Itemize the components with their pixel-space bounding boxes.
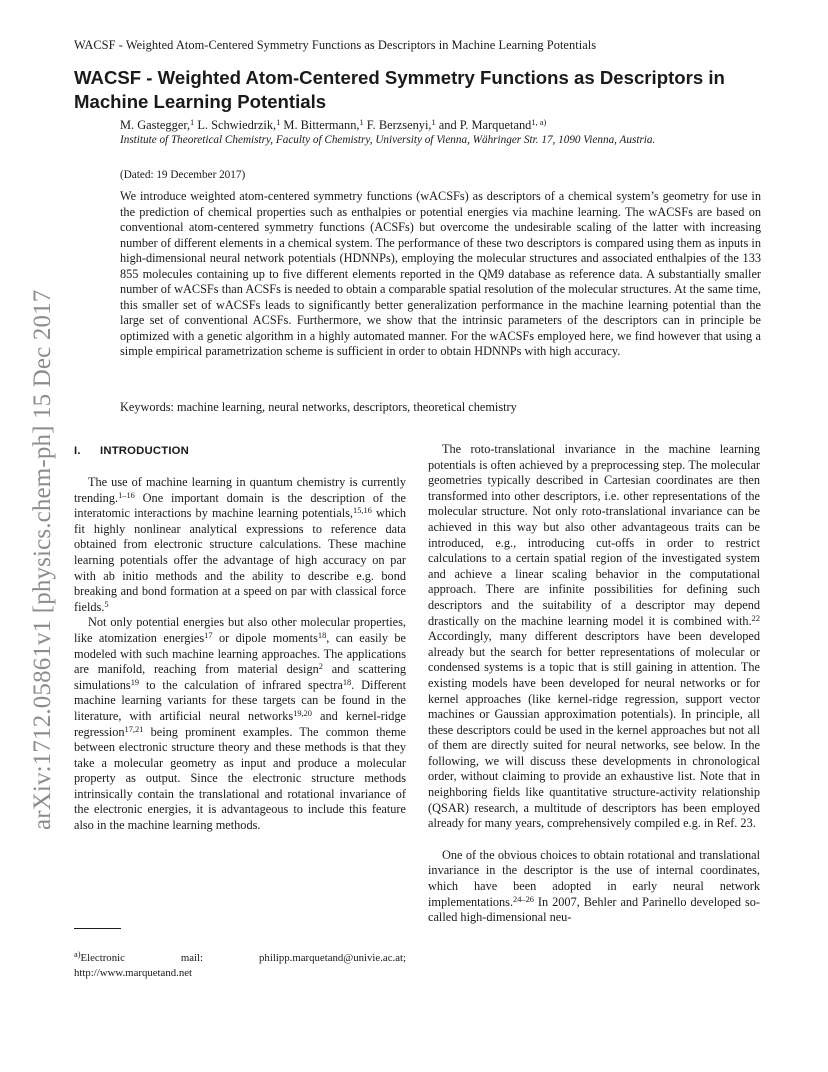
body-text: In 2007, Behler and Parinello developed so-called high-dimensional neu- bbox=[428, 894, 760, 925]
citation[interactable]: 22 bbox=[751, 613, 760, 623]
body-text: to the calculation of infrared spectra bbox=[139, 677, 343, 692]
citation[interactable]: 17 bbox=[204, 630, 213, 640]
author-list bbox=[120, 117, 546, 133]
affiliation: Institute of Theoretical Chemistry, Faculty of Chemistry, University of Vienna, Währinger Str. 17, 1090 Vienna, Austria. bbox=[120, 134, 656, 146]
paragraph bbox=[74, 615, 406, 833]
body-text: One of the obvious choices to obtain rotational and translational invariance in the descriptor is the use of internal coordinates, which have been adopted in early neural network implementations. bbox=[428, 847, 760, 909]
citation[interactable]: 18 bbox=[342, 677, 352, 687]
author-name: M. Bittermann, bbox=[280, 118, 360, 132]
left-column bbox=[74, 475, 406, 834]
body-text: , can easily be modeled with such machine learning approaches. The applications are manifold, reaching from material design bbox=[74, 630, 407, 677]
footnote-mail-label: mail: bbox=[180, 952, 204, 964]
keywords: Keywords: machine learning, neural networks, descriptors, theoretical chemistry bbox=[120, 400, 517, 414]
abstract: We introduce weighted atom-centered symmetry functions (wACSFs) as descriptors of a chemical system’s geometry for use in the prediction of chemical properties such as enthalpies or potential energies via machine learning. The wACSFs are based on conventional atom-centered symmetry functions (ACSFs) but overcome the undesirable scaling of the latter with increasing number of different elements in a chemical system. The performance of these two descriptors is compared using them as inputs in high-dimensional neural network potentials (HDNNPs), employing the molecular structures and associated enthalpies of the 133 855 molecules containing up to five different elements reported in the QM9 database as reference data. A substantially smaller number of wACSFs than ACSFs is needed to obtain a comparable spatial resolution of the molecular structures. At the same time, this smaller set of wACSFs leads to significantly better generalization performance in the machine learning potential than the large set of conventional ACSFs. Furthermore, we show that the intrinsic parameters of the descriptors can in principle be optimized with a genetic algorithm in a highly automated manner. For the wACSFs employed here, we find however that using a simple empirical parametrization scheme is sufficient in order to obtain HDNNPs with high accuracy. bbox=[120, 189, 761, 359]
author-name: L. Schwiedrzik, bbox=[194, 118, 277, 132]
right-column bbox=[428, 442, 760, 926]
citation[interactable]: 5 bbox=[104, 599, 109, 609]
affiliation-mark: 1 bbox=[359, 118, 364, 127]
citation[interactable]: 15,16 bbox=[353, 506, 372, 516]
affiliation-mark: 1, a) bbox=[531, 118, 547, 127]
body-text: . Different machine learning variants for these targets can be found in the literature, with artificial neural networks bbox=[74, 677, 406, 723]
body-text: One important domain is the description of the interatomic interactions by machine learning potentials, bbox=[74, 490, 406, 521]
citation[interactable]: 1–16 bbox=[118, 490, 135, 500]
citation[interactable]: 17,21 bbox=[124, 724, 144, 734]
body-text: and scattering simulations bbox=[74, 662, 406, 692]
body-text: which fit highly nonlinear analytical expressions to reference data obtained from electronic structure calculations. These machine learning potentials offer the advantage of high accuracy on par with ab initio methods and the ability to describe e.g. bond breaking and bond formation at a speed on par with classical force fields. bbox=[74, 506, 406, 614]
body-text: Not only potential energies but also other molecular properties, like atomization energies bbox=[74, 615, 406, 645]
section-heading bbox=[74, 444, 189, 458]
date-line: (Dated: 19 December 2017) bbox=[120, 169, 246, 181]
body-text: Accordingly, many different descriptors have been developed already but the search for better representations of molecular or condensed systems is a topic that is still gaining in attention. The existing models have been developed for neural networks or for kernel approaches (like kernel-ridge regression, support vector machines or Gaussian approximation potentials). In principle, all these descriptors could be used in the kernel approaches but not all of them are directly suited for neural networks, see below. In the following, we will discuss these developments in chronological order, without claiming to provide an exhaustive list. Note that in neighboring fields like quantitative structure-activity relationship (QSAR) research, a multitude of descriptors has been employed already for many years, comprehensively compiled e.g. in Ref. 23. bbox=[428, 629, 760, 831]
running-head: WACSF - Weighted Atom-Centered Symmetry Functions as Descriptors in Machine Learning Potentials bbox=[74, 38, 597, 52]
section-title: INTRODUCTION bbox=[100, 445, 190, 457]
body-text: being prominent examples. The common theme between electronic structure theory and these methods is that they take a molecular geometry as input and produce a molecular property as output. Since the electronic structure methods intrinsically contain the translational and rotational invariance of the electronic energies, it is advantageous to include this feature also in the machine learning methods. bbox=[74, 724, 406, 833]
citation[interactable]: 19 bbox=[130, 677, 140, 687]
footnote-label: $^{a)}$Electronic bbox=[74, 950, 125, 964]
section-number: I. bbox=[74, 445, 81, 457]
body-text: The use of machine learning in quantum chemistry is currently trending. bbox=[74, 475, 406, 505]
footnote bbox=[74, 951, 406, 980]
paragraph bbox=[428, 442, 760, 832]
footnote-line bbox=[74, 951, 406, 966]
arxiv-identifier-stamp[interactable]: arXiv:1712.05861v1 [physics.chem-ph] 15 Dec 2017 bbox=[29, 289, 56, 830]
paragraph bbox=[74, 475, 406, 615]
affiliation-mark: 1 bbox=[276, 118, 281, 127]
affiliation-mark: 1 bbox=[431, 118, 436, 127]
footnote-email[interactable]: philipp.marquetand@univie.ac.at; bbox=[259, 952, 406, 964]
affiliation-mark: 1 bbox=[190, 118, 195, 127]
author-name: and P. Marquetand bbox=[435, 118, 532, 132]
citation[interactable]: 19,20 bbox=[293, 708, 312, 718]
footnote-marker: a) bbox=[74, 950, 81, 959]
author-name: F. Berzsenyi, bbox=[363, 118, 432, 132]
body-text: and kernel-ridge regression bbox=[74, 708, 406, 739]
citation[interactable]: 18 bbox=[317, 630, 327, 640]
citation[interactable]: 2 bbox=[318, 662, 323, 672]
footnote-url[interactable]: http://www.marquetand.net bbox=[74, 966, 193, 979]
body-text: or dipole moments bbox=[212, 630, 318, 645]
paper-title: WACSF - Weighted Atom-Centered Symmetry Functions as Descriptors in Machine Learning Potentials bbox=[74, 67, 725, 112]
author-name: M. Gastegger, bbox=[120, 118, 191, 132]
body-text: The roto-translational invariance in the machine learning potentials is often achieved by a preprocessing step. The molecular geometries typically described in Cartesian coordinates are then transformed into other descriptors, i.e. other representations of the molecular structure. Not only roto-translational invariance can be achieved in this way but also other advantageous traits can be introduced, e.g., introducing cut-offs in order to restrict calculations to a certain spatial region of the investigated system and achieve a linear scaling behavior in the computational approach. There are infinite possibilities for defining such descriptors and the suitability of a descriptor may depend drastically on the machine learning model it is combined with. bbox=[428, 442, 760, 628]
citation[interactable]: 24–26 bbox=[513, 894, 534, 904]
footnote-rule bbox=[74, 928, 121, 929]
paragraph bbox=[428, 848, 760, 926]
